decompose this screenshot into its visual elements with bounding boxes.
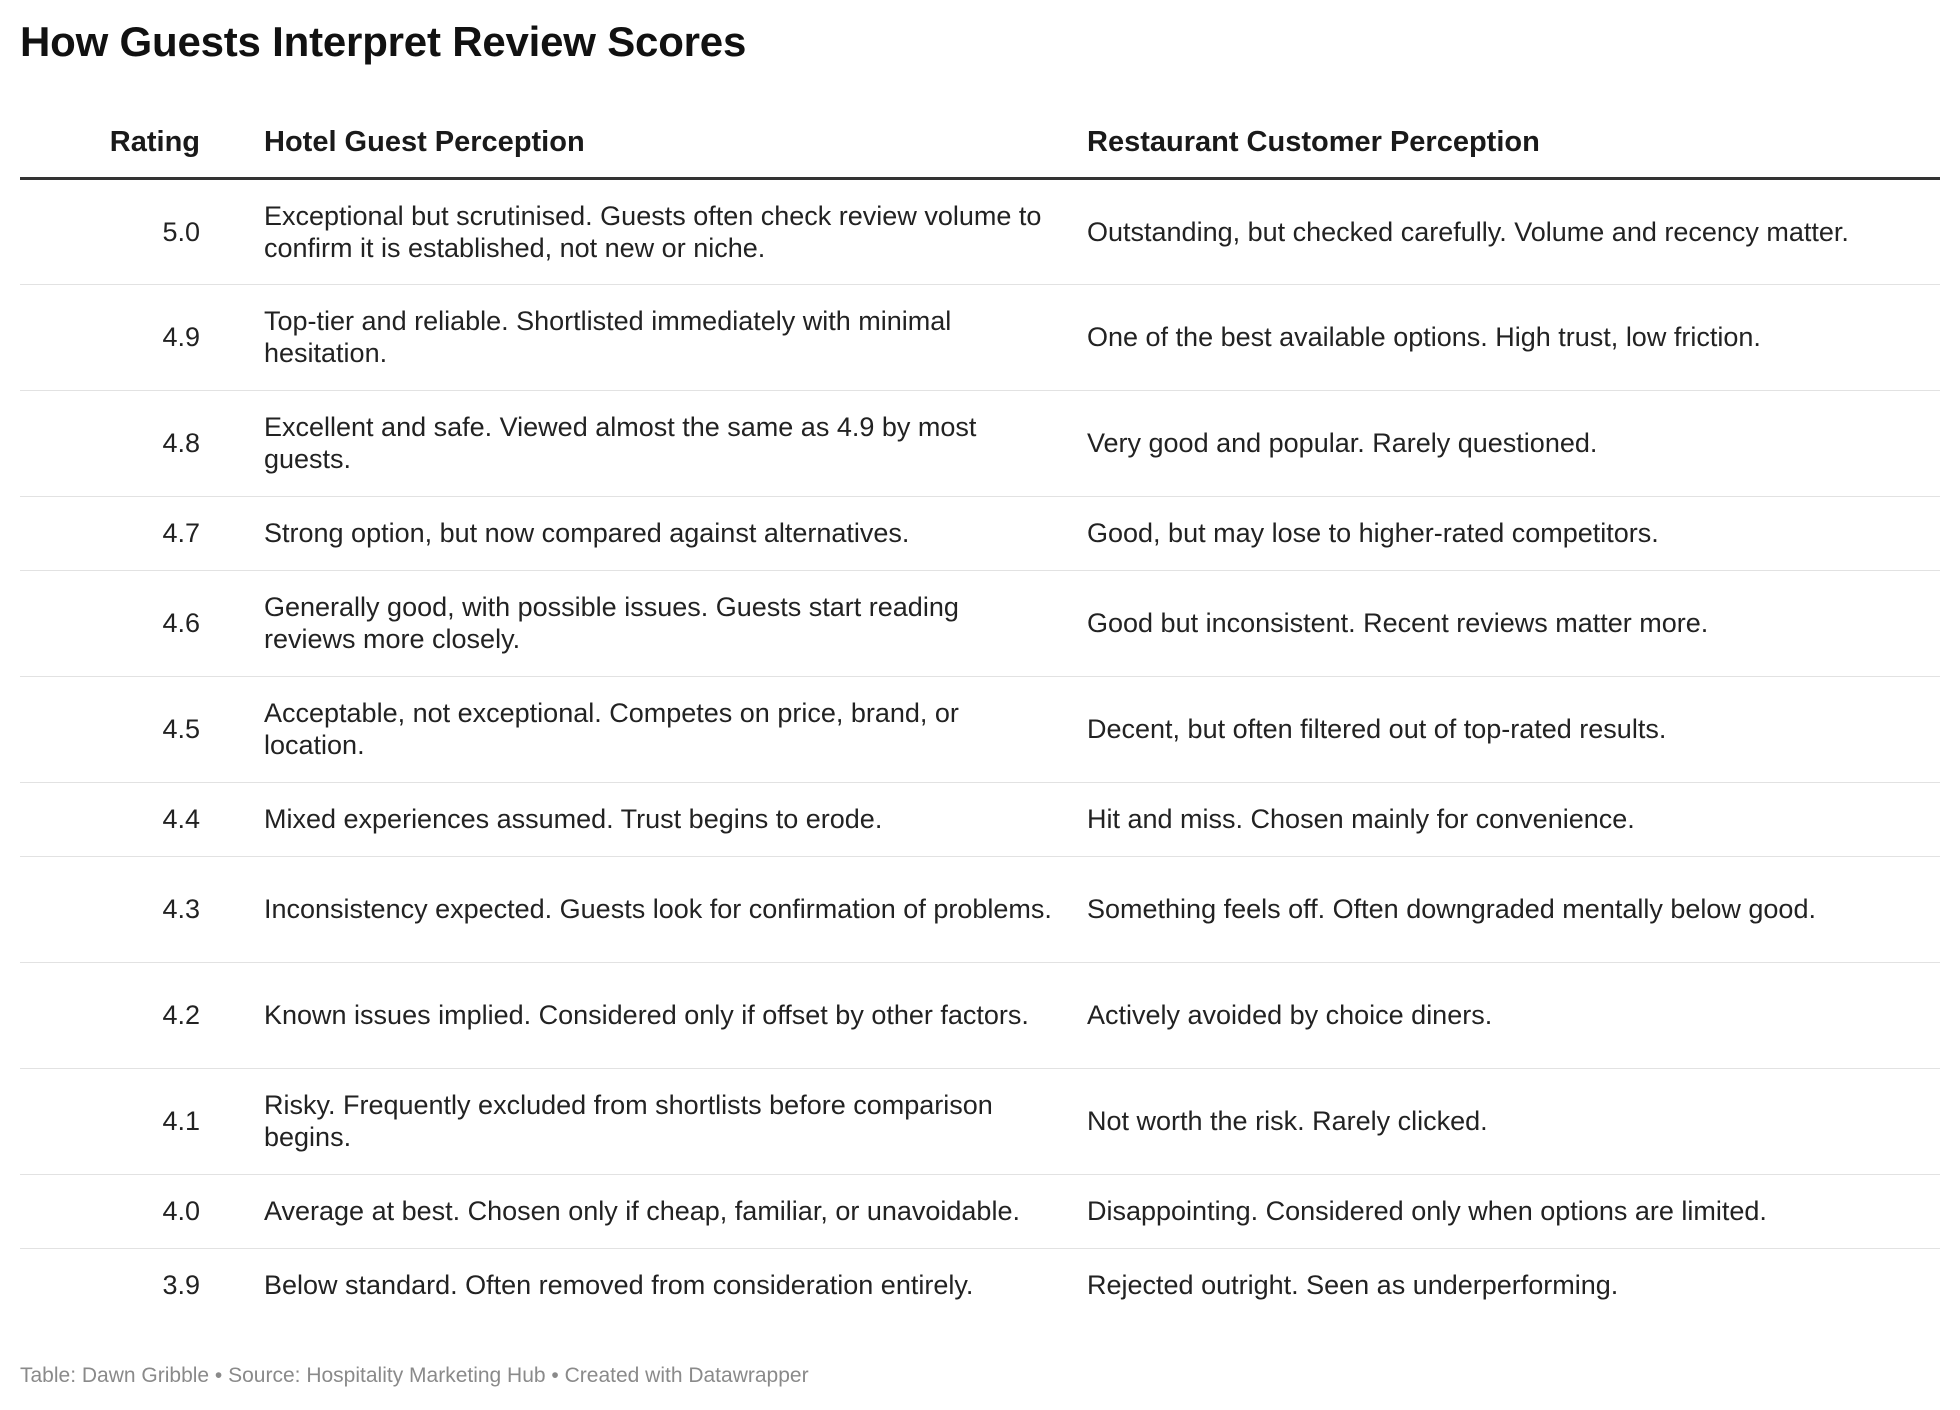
- hotel-perception-cell: Inconsistency expected. Guests look for confirmation of problems.: [245, 856, 1087, 962]
- hotel-perception-cell: Strong option, but now compared against alternatives.: [245, 496, 1087, 570]
- rating-cell: 4.8: [20, 390, 245, 496]
- rating-cell: 4.2: [20, 962, 245, 1068]
- rating-cell: 4.5: [20, 676, 245, 782]
- table-row: [20, 178, 1940, 284]
- rating-cell: 4.1: [20, 1068, 245, 1174]
- hotel-perception-cell: Risky. Frequently excluded from shortlists before comparison begins.: [245, 1068, 1087, 1174]
- table-row: [20, 496, 1940, 570]
- restaurant-perception-cell: Disappointing. Considered only when options are limited.: [1087, 1174, 1940, 1248]
- rating-cell: 4.3: [20, 856, 245, 962]
- source-footer: Table: Dawn Gribble • Source: Hospitality Marketing Hub • Created with Datawrapper: [20, 1364, 809, 1387]
- table-row: [20, 1174, 1940, 1248]
- header-row: [20, 112, 1940, 178]
- rating-cell: 4.6: [20, 570, 245, 676]
- column-header-rating: Rating: [20, 112, 245, 178]
- table-row: [20, 782, 1940, 856]
- restaurant-perception-cell: Rejected outright. Seen as underperforming.: [1087, 1270, 1619, 1301]
- table-body: [20, 178, 1940, 1322]
- table-row: [20, 676, 1940, 782]
- table-row: [20, 570, 1940, 676]
- table-row: [20, 1248, 1940, 1322]
- table-row: [20, 284, 1940, 390]
- hotel-perception-cell: Known issues implied. Considered only if offset by other factors.: [245, 962, 1087, 1068]
- rating-cell: 4.0: [20, 1174, 245, 1248]
- hotel-perception-cell: Below standard. Often removed from consideration entirely.: [264, 1270, 974, 1301]
- restaurant-perception-cell: Hit and miss. Chosen mainly for convenience.: [1087, 782, 1940, 856]
- hotel-perception-cell: Exceptional but scrutinised. Guests often check review volume to confirm it is established, not new or niche.: [245, 178, 1087, 284]
- hotel-perception-cell: Acceptable, not exceptional. Competes on price, brand, or location.: [245, 676, 1087, 782]
- restaurant-perception-cell: Something feels off. Often downgraded mentally below good.: [1087, 856, 1940, 962]
- table-row: [20, 1068, 1940, 1174]
- table-title: How Guests Interpret Review Scores: [20, 18, 747, 65]
- restaurant-perception-cell: Good, but may lose to higher-rated competitors.: [1087, 496, 1940, 570]
- column-header-restaurant: Restaurant Customer Perception: [1087, 112, 1940, 178]
- table-row: [20, 856, 1940, 962]
- rating-cell: 5.0: [20, 178, 245, 284]
- perception-table: [20, 112, 1940, 1322]
- restaurant-perception-cell: One of the best available options. High trust, low friction.: [1087, 284, 1940, 390]
- restaurant-perception-cell: Not worth the risk. Rarely clicked.: [1087, 1068, 1940, 1174]
- restaurant-perception-cell: Outstanding, but checked carefully. Volume and recency matter.: [1087, 178, 1940, 284]
- rating-cell: 4.9: [20, 284, 245, 390]
- restaurant-perception-cell: Actively avoided by choice diners.: [1087, 962, 1940, 1068]
- hotel-perception-cell: Top-tier and reliable. Shortlisted immediately with minimal hesitation.: [245, 284, 1087, 390]
- hotel-perception-cell: Mixed experiences assumed. Trust begins to erode.: [245, 782, 1087, 856]
- rating-cell: 4.4: [20, 782, 245, 856]
- restaurant-perception-cell: Very good and popular. Rarely questioned.: [1087, 390, 1940, 496]
- table-container: [20, 112, 1940, 1322]
- hotel-perception-cell: Excellent and safe. Viewed almost the same as 4.9 by most guests.: [245, 390, 1087, 496]
- table-row: [20, 962, 1940, 1068]
- restaurant-perception-cell: Good but inconsistent. Recent reviews matter more.: [1087, 570, 1940, 676]
- column-header-hotel: Hotel Guest Perception: [245, 112, 1087, 178]
- rating-cell: 4.7: [20, 496, 245, 570]
- hotel-perception-cell: Generally good, with possible issues. Guests start reading reviews more closely.: [245, 570, 1087, 676]
- rating-cell: 3.9: [162, 1270, 200, 1301]
- table-row: [20, 390, 1940, 496]
- restaurant-perception-cell: Decent, but often filtered out of top-rated results.: [1087, 676, 1940, 782]
- hotel-perception-cell: Average at best. Chosen only if cheap, familiar, or unavoidable.: [245, 1174, 1087, 1248]
